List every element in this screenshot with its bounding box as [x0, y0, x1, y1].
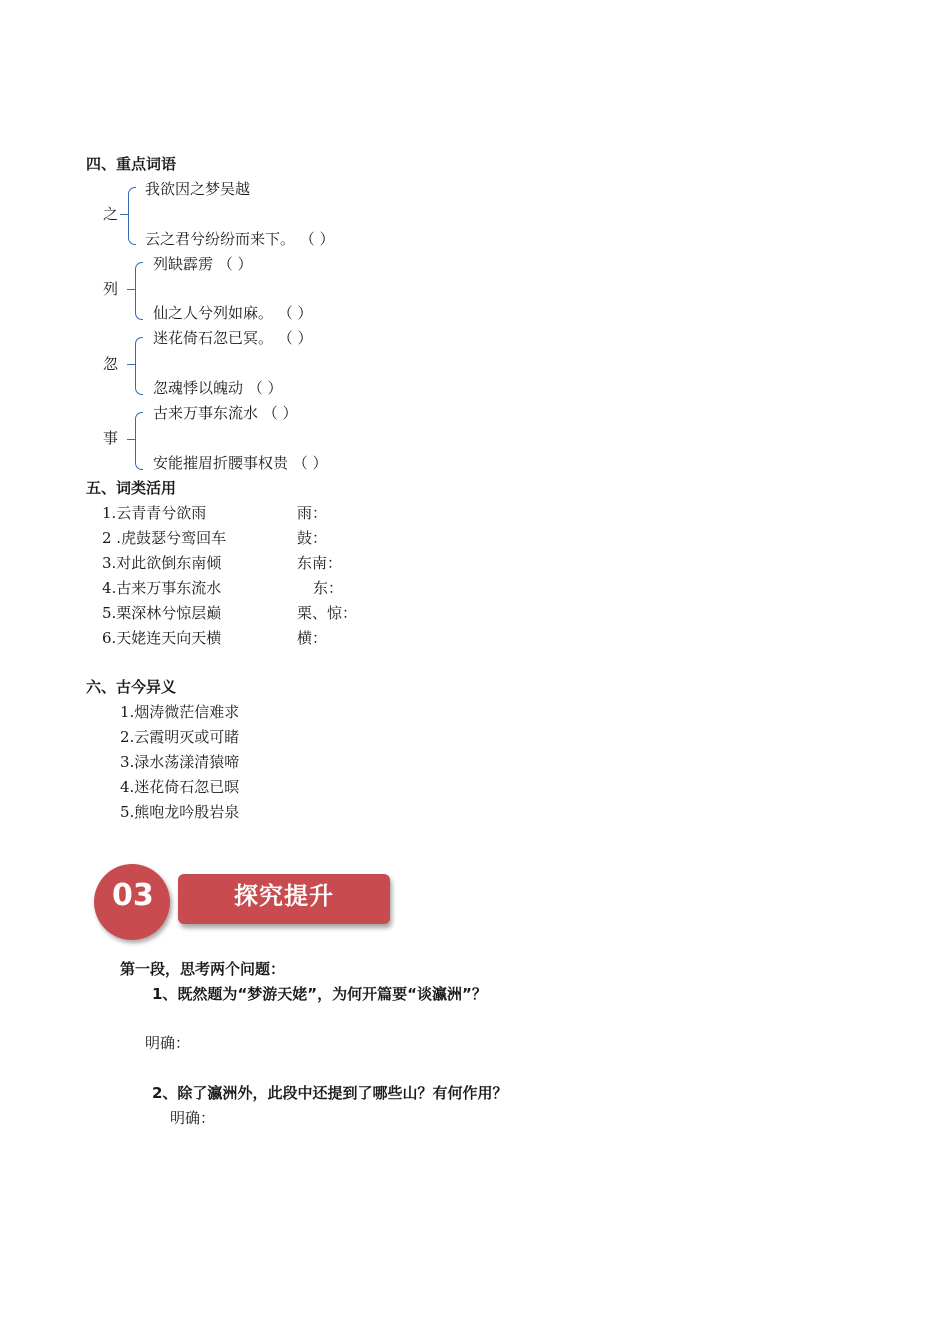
section-4-title: 四、重点词语: [86, 155, 177, 173]
list-item: 2 .虎鼓瑟兮鸾回车: [102, 529, 227, 547]
example-sentence: 迷花倚石忽已冥。 （ ）: [153, 329, 313, 347]
explore-heading: 第一段，思考两个问题：: [120, 960, 286, 978]
list-item: 5.栗深林兮惊层巅: [102, 604, 222, 622]
list-item-word: 栗、惊：: [297, 604, 358, 622]
key-char: 忽: [103, 355, 119, 373]
key-char: 之: [103, 205, 119, 223]
example-sentence: 我欲因之梦吴越: [145, 180, 251, 198]
list-item-word: 雨：: [297, 504, 328, 522]
list-item: 4.迷花倚石忽已暝: [120, 778, 240, 796]
brace-icon: [135, 337, 143, 395]
brace-tick-icon: [127, 364, 135, 365]
example-sentence: 古来万事东流水 （ ）: [153, 404, 298, 422]
answer-2-label: 明确：: [170, 1109, 216, 1127]
brace-tick-icon: [120, 214, 128, 215]
list-item: 6.天姥连天向天横: [102, 629, 222, 647]
list-item: 4.古来万事东流水: [102, 579, 222, 597]
brace-icon: [135, 412, 143, 470]
example-sentence: 安能摧眉折腰事权贵 （ ）: [153, 454, 328, 472]
list-item-word: 横：: [297, 629, 328, 647]
brace-icon: [128, 187, 136, 245]
list-item: 1.云青青兮欲雨: [102, 504, 207, 522]
example-sentence: 仙之人兮列如麻。 （ ）: [153, 304, 313, 322]
list-item: 2.云霞明灭或可睹: [120, 728, 240, 746]
key-char: 事: [103, 429, 119, 447]
list-item: 1.烟涛微茫信难求: [120, 703, 240, 721]
brace-tick-icon: [127, 289, 135, 290]
brace-tick-icon: [127, 439, 135, 440]
badge-title: 探究提升: [234, 882, 334, 910]
key-char: 列: [103, 280, 119, 298]
example-sentence: 云之君兮纷纷而来下。 （ ）: [145, 230, 335, 248]
section-6-title: 六、古今异义: [86, 678, 177, 696]
example-sentence: 列缺霹雳 （ ）: [153, 255, 253, 273]
example-sentence: 忽魂悸以魄动 （ ）: [153, 379, 283, 397]
list-item-word: 东：: [313, 579, 344, 597]
list-item: 3.渌水荡漾清猿啼: [120, 753, 240, 771]
list-item: 5.熊咆龙吟殷岩泉: [120, 803, 240, 821]
section-5-title: 五、词类活用: [86, 479, 177, 497]
answer-1-label: 明确：: [145, 1034, 191, 1052]
list-item: 3.对此欲倒东南倾: [102, 554, 222, 572]
question-2: 2、除了瀛洲外，此段中还提到了哪些山？有何作用？: [152, 1084, 508, 1102]
question-1: 1、既然题为“梦游天姥”，为何开篇要“谈瀛洲”？: [152, 985, 487, 1003]
brace-icon: [135, 262, 143, 320]
badge-number: 03: [112, 878, 154, 913]
list-item-word: 东南：: [297, 554, 343, 572]
list-item-word: 鼓：: [297, 529, 328, 547]
